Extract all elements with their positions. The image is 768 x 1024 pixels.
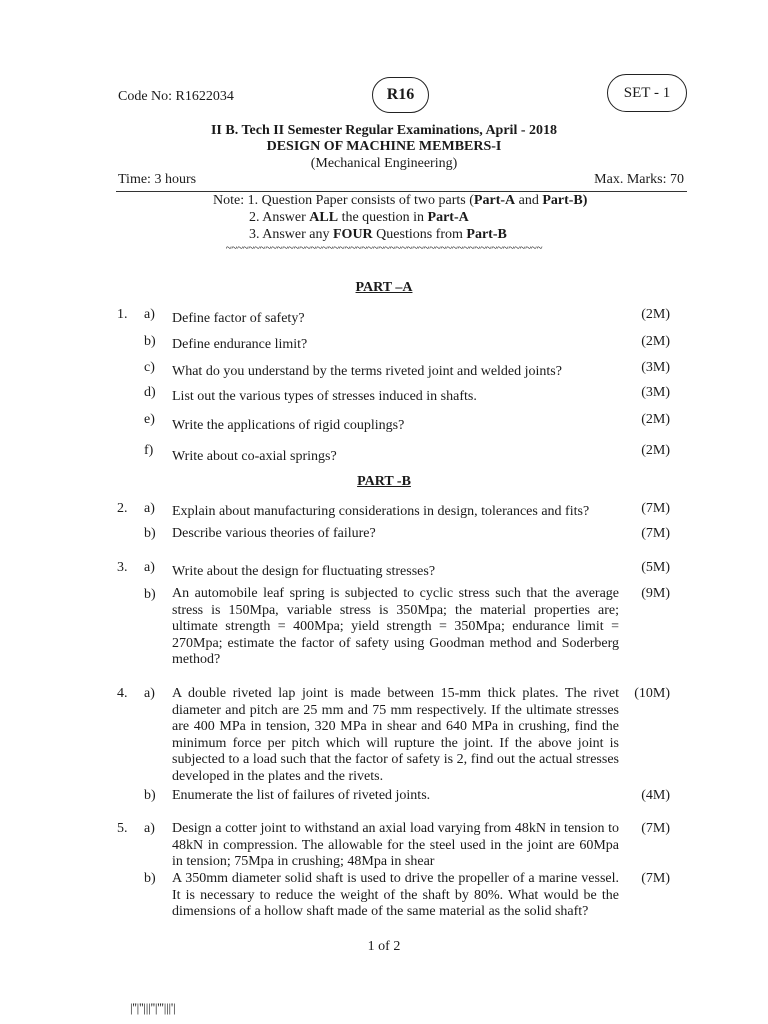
marks: (2M): [641, 412, 670, 427]
max-marks: Max. Marks: 70: [594, 172, 684, 187]
question-number: 2.: [117, 501, 128, 516]
note-1-text: Note: 1. Question Paper consists of two parts (: [213, 193, 474, 208]
marks: (2M): [641, 443, 670, 458]
tilde-separator: ~~~~~~~~~~~~~~~~~~~~~~~~~~~~~~~~~~~~~~~~~~~~~~~~~~~~~~~~: [225, 242, 543, 254]
note-3-text: 3. Answer any: [249, 227, 333, 242]
exam-time: Time: 3 hours: [118, 172, 197, 187]
part-a-heading: PART –A: [355, 280, 413, 295]
question-text: A 350mm diameter solid shaft is used to drive the propeller of a marine vessel. It is necessary to reduce the weight of the shaft by 80%. What would be the dimensions of a hollow shaft made of the same material as the solid shaft?: [172, 871, 619, 919]
question-text: Define factor of safety?: [172, 311, 305, 326]
marks: (7M): [641, 501, 670, 516]
page-number: 1 of 2: [367, 939, 401, 954]
marks: (3M): [641, 385, 670, 400]
question-text: An automobile leaf spring is subjected to cyclic stress such that the average stress is 150Mpa, variable stress is 350Mpa; the material properties are; ultimate strength = 400Mpa; yield strength = 350Mpa; endurance limit = 270Mpa; estimate the factor of safety using Goodman method and Soderberg method?: [172, 586, 619, 667]
question-text: Design a cotter joint to withstand an axial load varying from 48kN in tension to 48kN in compression. The allowable for the steel used in the joint are 60Mpa in tension; 75Mpa in crushing; 48Mpa in shear: [172, 821, 619, 869]
question-text: Describe various theories of failure?: [172, 526, 376, 541]
question-text: Write the applications of rigid couplings?: [172, 418, 405, 433]
marks: (7M): [641, 821, 670, 836]
code-number: Code No: R1622034: [118, 89, 234, 104]
sub-label: a): [144, 686, 155, 701]
marks: (2M): [641, 334, 670, 349]
question-text: Enumerate the list of failures of riveted joints.: [172, 788, 431, 803]
note-2-all: ALL: [309, 210, 339, 225]
exam-title: II B. Tech II Semester Regular Examinations, April - 2018: [210, 123, 557, 138]
sub-label: b): [144, 587, 156, 602]
note-line-3: [249, 227, 507, 243]
marks: (3M): [641, 360, 670, 375]
sub-label: b): [144, 788, 156, 803]
marks: (9M): [641, 586, 670, 601]
subject-title: DESIGN OF MACHINE MEMBERS-I: [266, 139, 502, 154]
question-text: A double riveted lap joint is made between 15-mm thick plates. The rivet diameter and pitch are 25 mm and 75 mm respectively. If the ultimate stresses are 400 MPa in tension, 320 MPa in shear and 640 MPa in crushing, find the minimum force per pitch which will rupture the joint. If the above joint is subjected to a load such that the factor of safety is 2, find out the actual stresses developed in the plates and the rivets.: [172, 686, 619, 784]
set-label: SET - 1: [623, 84, 671, 101]
marks: (2M): [641, 307, 670, 322]
question-text: List out the various types of stresses induced in shafts.: [172, 389, 477, 404]
note-2-text: 2. Answer: [249, 210, 310, 225]
part-b-heading: PART -B: [357, 474, 411, 489]
note-3-mid: Questions from: [372, 227, 467, 242]
regulation-badge: [372, 77, 429, 113]
question-text: Define endurance limit?: [172, 337, 308, 352]
sub-label: b): [144, 526, 156, 541]
question-text: Write about the design for fluctuating stresses?: [172, 564, 436, 579]
question-number: 1.: [117, 307, 128, 322]
note-3-part: Part-B: [466, 227, 507, 242]
note-2-mid: the question in: [338, 210, 428, 225]
question-text: Explain about manufacturing considerations in design, tolerances and fits?: [172, 504, 590, 519]
question-text: Write about co-axial springs?: [172, 449, 337, 464]
sub-label: c): [144, 360, 155, 375]
regulation-label: R16: [386, 86, 415, 103]
note-3-four: FOUR: [333, 227, 373, 242]
sub-label: a): [144, 821, 155, 836]
note-1-part-a: Part-A: [473, 193, 516, 208]
sub-label: f): [144, 443, 154, 458]
marks: (7M): [641, 871, 670, 886]
sub-label: a): [144, 307, 155, 322]
note-2-part: Part-A: [427, 210, 469, 225]
sub-label: a): [144, 501, 155, 516]
sub-label: b): [144, 871, 156, 886]
marks: (10M): [634, 686, 670, 701]
set-badge: [607, 74, 687, 112]
marks: (4M): [641, 788, 670, 803]
question-text: What do you understand by the terms riveted joint and welded joints?: [172, 364, 562, 379]
barcode: |''|''|||''|'''|||'|: [130, 1000, 176, 1015]
sub-label: a): [144, 560, 155, 575]
question-number: 5.: [117, 821, 128, 836]
sub-label: b): [144, 334, 156, 349]
question-number: 3.: [117, 560, 128, 575]
marks: (5M): [641, 560, 670, 575]
sub-label: d): [144, 385, 156, 400]
question-number: 4.: [117, 686, 128, 701]
note-line-1: [213, 193, 587, 209]
note-1-part-b: Part-B): [542, 193, 588, 208]
branch-title: (Mechanical Engineering): [310, 156, 458, 171]
note-line-2: [249, 210, 469, 226]
note-1-and: and: [515, 193, 543, 208]
header-divider: [116, 191, 687, 192]
sub-label: e): [144, 412, 155, 427]
marks: (7M): [641, 526, 670, 541]
